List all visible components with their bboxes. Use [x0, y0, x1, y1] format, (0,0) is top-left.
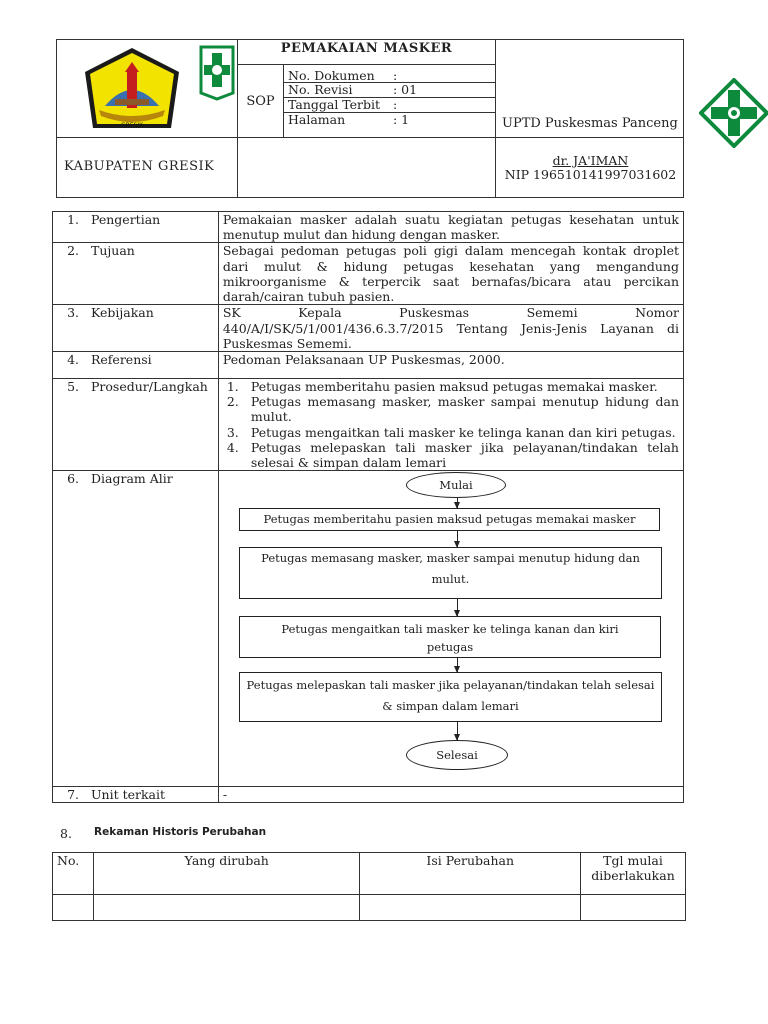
flow-step-4-line2: & simpan dalam lemari [382, 699, 519, 713]
flow-step-3-line1: Petugas mengaitkan tali masker ke telinga kanan dan kiri [281, 622, 619, 636]
row-kebijakan [53, 305, 684, 352]
text-unit: - [218, 787, 683, 803]
history-table [52, 852, 686, 921]
flow-step-2-line1: Petugas memasang masker, masker sampai menutup hidung dan [261, 551, 640, 565]
row-prosedur [53, 379, 684, 471]
step-item: 3. Petugas mengaitkan tali masker ke telinga kanan dan kiri petugas. [226, 424, 676, 440]
text-referensi: Pedoman Pelaksanaan UP Puskesmas, 2000. [218, 352, 683, 379]
history-title: Rekaman Historis Perubahan [94, 826, 267, 838]
history-number: 8. [60, 826, 72, 841]
logo-cell [56, 39, 238, 138]
sop-title: PEMAKAIAN MASKER [237, 39, 496, 65]
col-yang-dirubah: Yang dirubah [93, 853, 359, 895]
history-empty-row [53, 895, 686, 921]
flow-end-oval: Selesai [406, 740, 508, 770]
doc-field-number: No. Dokumen : [284, 68, 495, 83]
col-isi-perubahan: Isi Perubahan [360, 853, 581, 895]
puskesmas-emblem-icon [699, 78, 768, 148]
label-prosedur: 5. Prosedur/Langkah [53, 379, 219, 471]
col-no: No. [53, 853, 94, 895]
row-pengertian [53, 212, 684, 243]
step-item: 1. Petugas memberitahu pasien maksud petugas memakai masker. [226, 379, 658, 395]
signatory-nip: NIP 196510141997031602 [504, 167, 677, 182]
flow-arrow [457, 599, 458, 616]
label-referensi: 4. Referensi [53, 352, 219, 379]
institution-cell [495, 39, 684, 138]
flow-step-1: Petugas memberitahu pasien maksud petugas memakai masker [239, 508, 660, 531]
col-tgl-mulai: Tgl mulai diberlakukan [581, 853, 686, 895]
signatory-name: dr. JA'IMAN [552, 153, 629, 168]
doc-field-page: Halaman : 1 [288, 112, 410, 127]
text-tujuan: Sebagai pedoman petugas poli gigi dalam mencegah kontak droplet dari mulut & hidung petugas kesehatan yang mengandung mikroorganisme & terpercik saat bernafas/bicara atau percikan darah/cairan tubuh pasien. [218, 243, 683, 305]
sop-label: SOP [237, 64, 284, 138]
cell-empty [93, 895, 359, 921]
label-tujuan: 2. Tujuan [53, 243, 219, 305]
doc-fields [283, 64, 496, 138]
text-kebijakan: SK Kepala Puskesmas Sememi Nomor 440/A/I/SK/5/1/001/436.6.3.7/2015 Tentang Jenis-Jenis Layanan di Puskesmas Sememi. [218, 305, 683, 352]
flow-arrow [457, 658, 458, 672]
label-pengertian: 1. Pengertian [53, 212, 219, 243]
blank-cell [237, 137, 496, 198]
flow-arrow [457, 722, 458, 740]
cell-empty [581, 895, 686, 921]
prosedur-steps [218, 379, 683, 471]
flow-arrow [457, 531, 458, 547]
cell-empty [53, 895, 94, 921]
flow-step-3 [239, 616, 661, 658]
region-cell [56, 137, 238, 198]
puskesmas-cross-icon [197, 45, 237, 101]
flow-step-3-line2: petugas [426, 640, 474, 654]
history-header-row [53, 853, 686, 895]
signatory-cell [495, 137, 684, 198]
flow-step-4-line1: Petugas melepaskan tali masker jika pelayanan/tindakan telah selesai [246, 678, 655, 692]
sop-header [56, 39, 684, 198]
label-unit: 7. Unit terkait [53, 787, 219, 803]
row-referensi [53, 352, 684, 379]
flow-start-oval: Mulai [406, 472, 506, 498]
row-tujuan [53, 243, 684, 305]
doc-field-date: Tanggal Terbit : [284, 97, 495, 113]
svg-text:GRESIK: GRESIK [120, 122, 144, 129]
step-item: 2. Petugas memasang masker, masker sampai menutup hidung dan mulut. [226, 394, 679, 425]
cell-empty [360, 895, 581, 921]
region-name: KABUPATEN GRESIK [64, 159, 215, 174]
label-diagram: 6. Diagram Alir [53, 471, 219, 787]
flow-step-2-line2: mulut. [431, 572, 470, 586]
label-kebijakan: 3. Kebijakan [53, 305, 219, 352]
text-pengertian: Pemakaian masker adalah suatu kegiatan petugas kesehatan untuk menutup mulut dan hidung dengan masker. [218, 212, 683, 243]
flow-step-4 [239, 672, 662, 722]
row-unit [53, 787, 684, 803]
gresik-crest-logo [75, 44, 190, 134]
flow-step-2 [239, 547, 662, 599]
step-item: 4. Petugas melepaskan tali masker jika pelayanan/tindakan telah selesai & simpan dalam lemari [226, 439, 679, 471]
institution-name: UPTD Puskesmas Panceng [502, 116, 678, 131]
flow-arrow [457, 498, 458, 508]
doc-field-revision: No. Revisi : 01 [284, 82, 495, 98]
